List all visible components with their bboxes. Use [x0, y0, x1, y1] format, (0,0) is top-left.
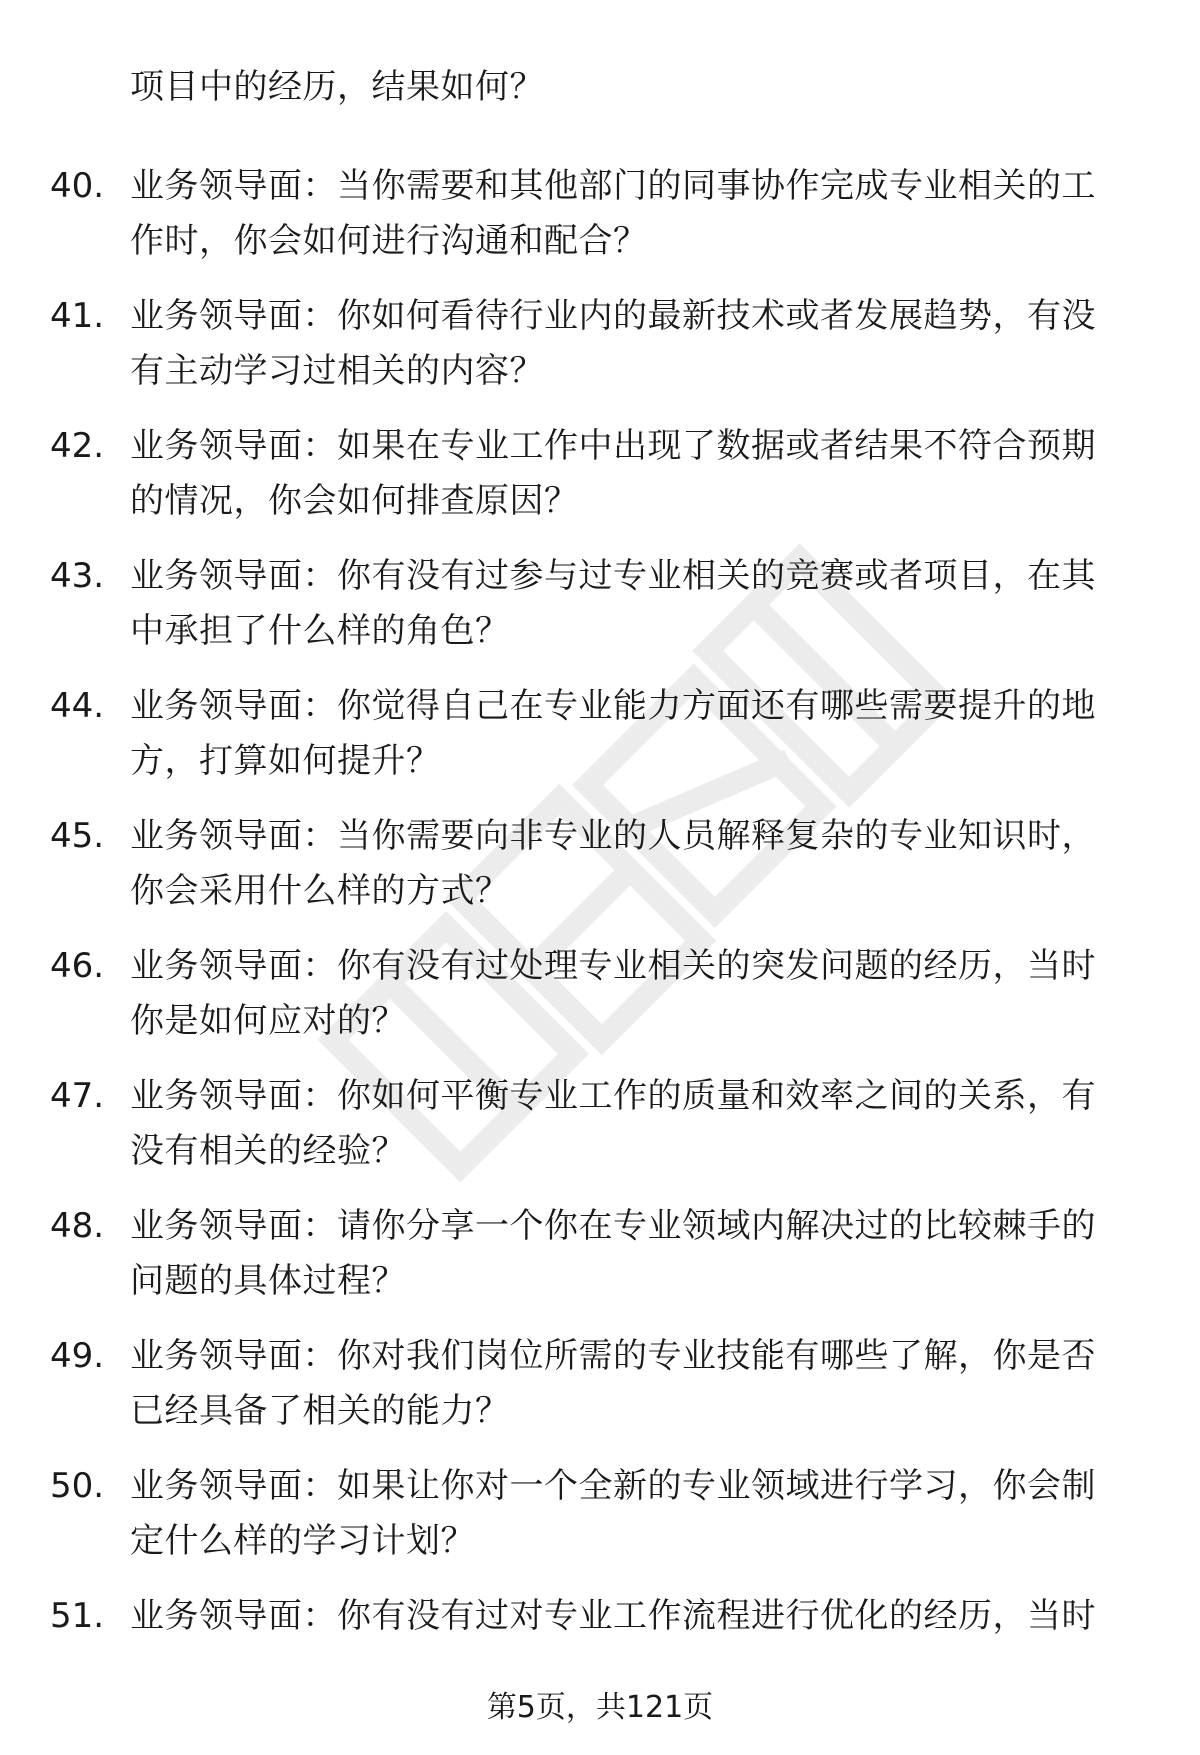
list-item — [0, 1069, 1200, 1179]
question-text: 业务领导面：如果让你对一个全新的专业领域进行学习，你会制 定什么样的学习计划？ — [130, 1466, 1096, 1561]
list-item-continuation — [0, 60, 1200, 115]
question-number: 45. — [50, 816, 105, 856]
list-item — [0, 549, 1200, 659]
question-number: 44. — [50, 686, 105, 726]
list-item — [0, 939, 1200, 1049]
question-text: 业务领导面：当你需要和其他部门的同事协作完成专业相关的工 作时，你会如何进行沟通和配合？ — [130, 166, 1096, 261]
question-text: 业务领导面：你如何平衡专业工作的质量和效率之间的关系，有 没有相关的经验？ — [130, 1076, 1096, 1171]
question-text: 业务领导面：当你需要向非专业的人员解释复杂的专业知识时， 你会采用什么样的方式？ — [130, 816, 1096, 911]
question-number: 48. — [50, 1206, 105, 1246]
list-item — [0, 1199, 1200, 1309]
question-number: 40. — [50, 166, 105, 206]
question-text: 业务领导面：请你分享一个你在专业领域内解决过的比较棘手的 问题的具体过程？ — [130, 1206, 1096, 1301]
question-text: 业务领导面：你对我们岗位所需的专业技能有哪些了解，你是否 已经具备了相关的能力？ — [130, 1336, 1096, 1431]
question-number: 49. — [50, 1336, 105, 1376]
list-item — [0, 809, 1200, 919]
question-list — [0, 60, 1200, 1688]
question-number: 47. — [50, 1076, 105, 1116]
question-text: 业务领导面：你觉得自己在专业能力方面还有哪些需要提升的地 方，打算如何提升？ — [130, 686, 1096, 781]
list-item — [0, 1329, 1200, 1439]
question-number: 42. — [50, 426, 105, 466]
page-footer: 第5页，共121页 — [486, 1690, 714, 1725]
list-item — [0, 419, 1200, 529]
list-item — [0, 1459, 1200, 1569]
list-item — [0, 159, 1200, 269]
question-number: 43. — [50, 556, 105, 596]
list-item — [0, 289, 1200, 399]
question-text: 业务领导面：你如何看待行业内的最新技术或者发展趋势，有没 有主动学习过相关的内容？ — [130, 296, 1096, 391]
question-number: 51. — [50, 1596, 105, 1636]
question-text: 业务领导面：你有没有过参与过专业相关的竞赛或者项目，在其 中承担了什么样的角色？ — [130, 556, 1096, 651]
list-item — [0, 679, 1200, 789]
continuation-text: 项目中的经历，结果如何？ — [130, 67, 544, 107]
question-number: 50. — [50, 1466, 105, 1506]
question-number: 41. — [50, 296, 105, 336]
list-item — [0, 1589, 1200, 1644]
question-text: 业务领导面：如果在专业工作中出现了数据或者结果不符合预期 的情况，你会如何排查原因？ — [130, 426, 1096, 521]
question-number: 46. — [50, 946, 105, 986]
question-text: 业务领导面：你有没有过对专业工作流程进行优化的经历，当时 — [130, 1596, 1096, 1636]
question-text: 业务领导面：你有没有过处理专业相关的突发问题的经历，当时 你是如何应对的？ — [130, 946, 1096, 1041]
